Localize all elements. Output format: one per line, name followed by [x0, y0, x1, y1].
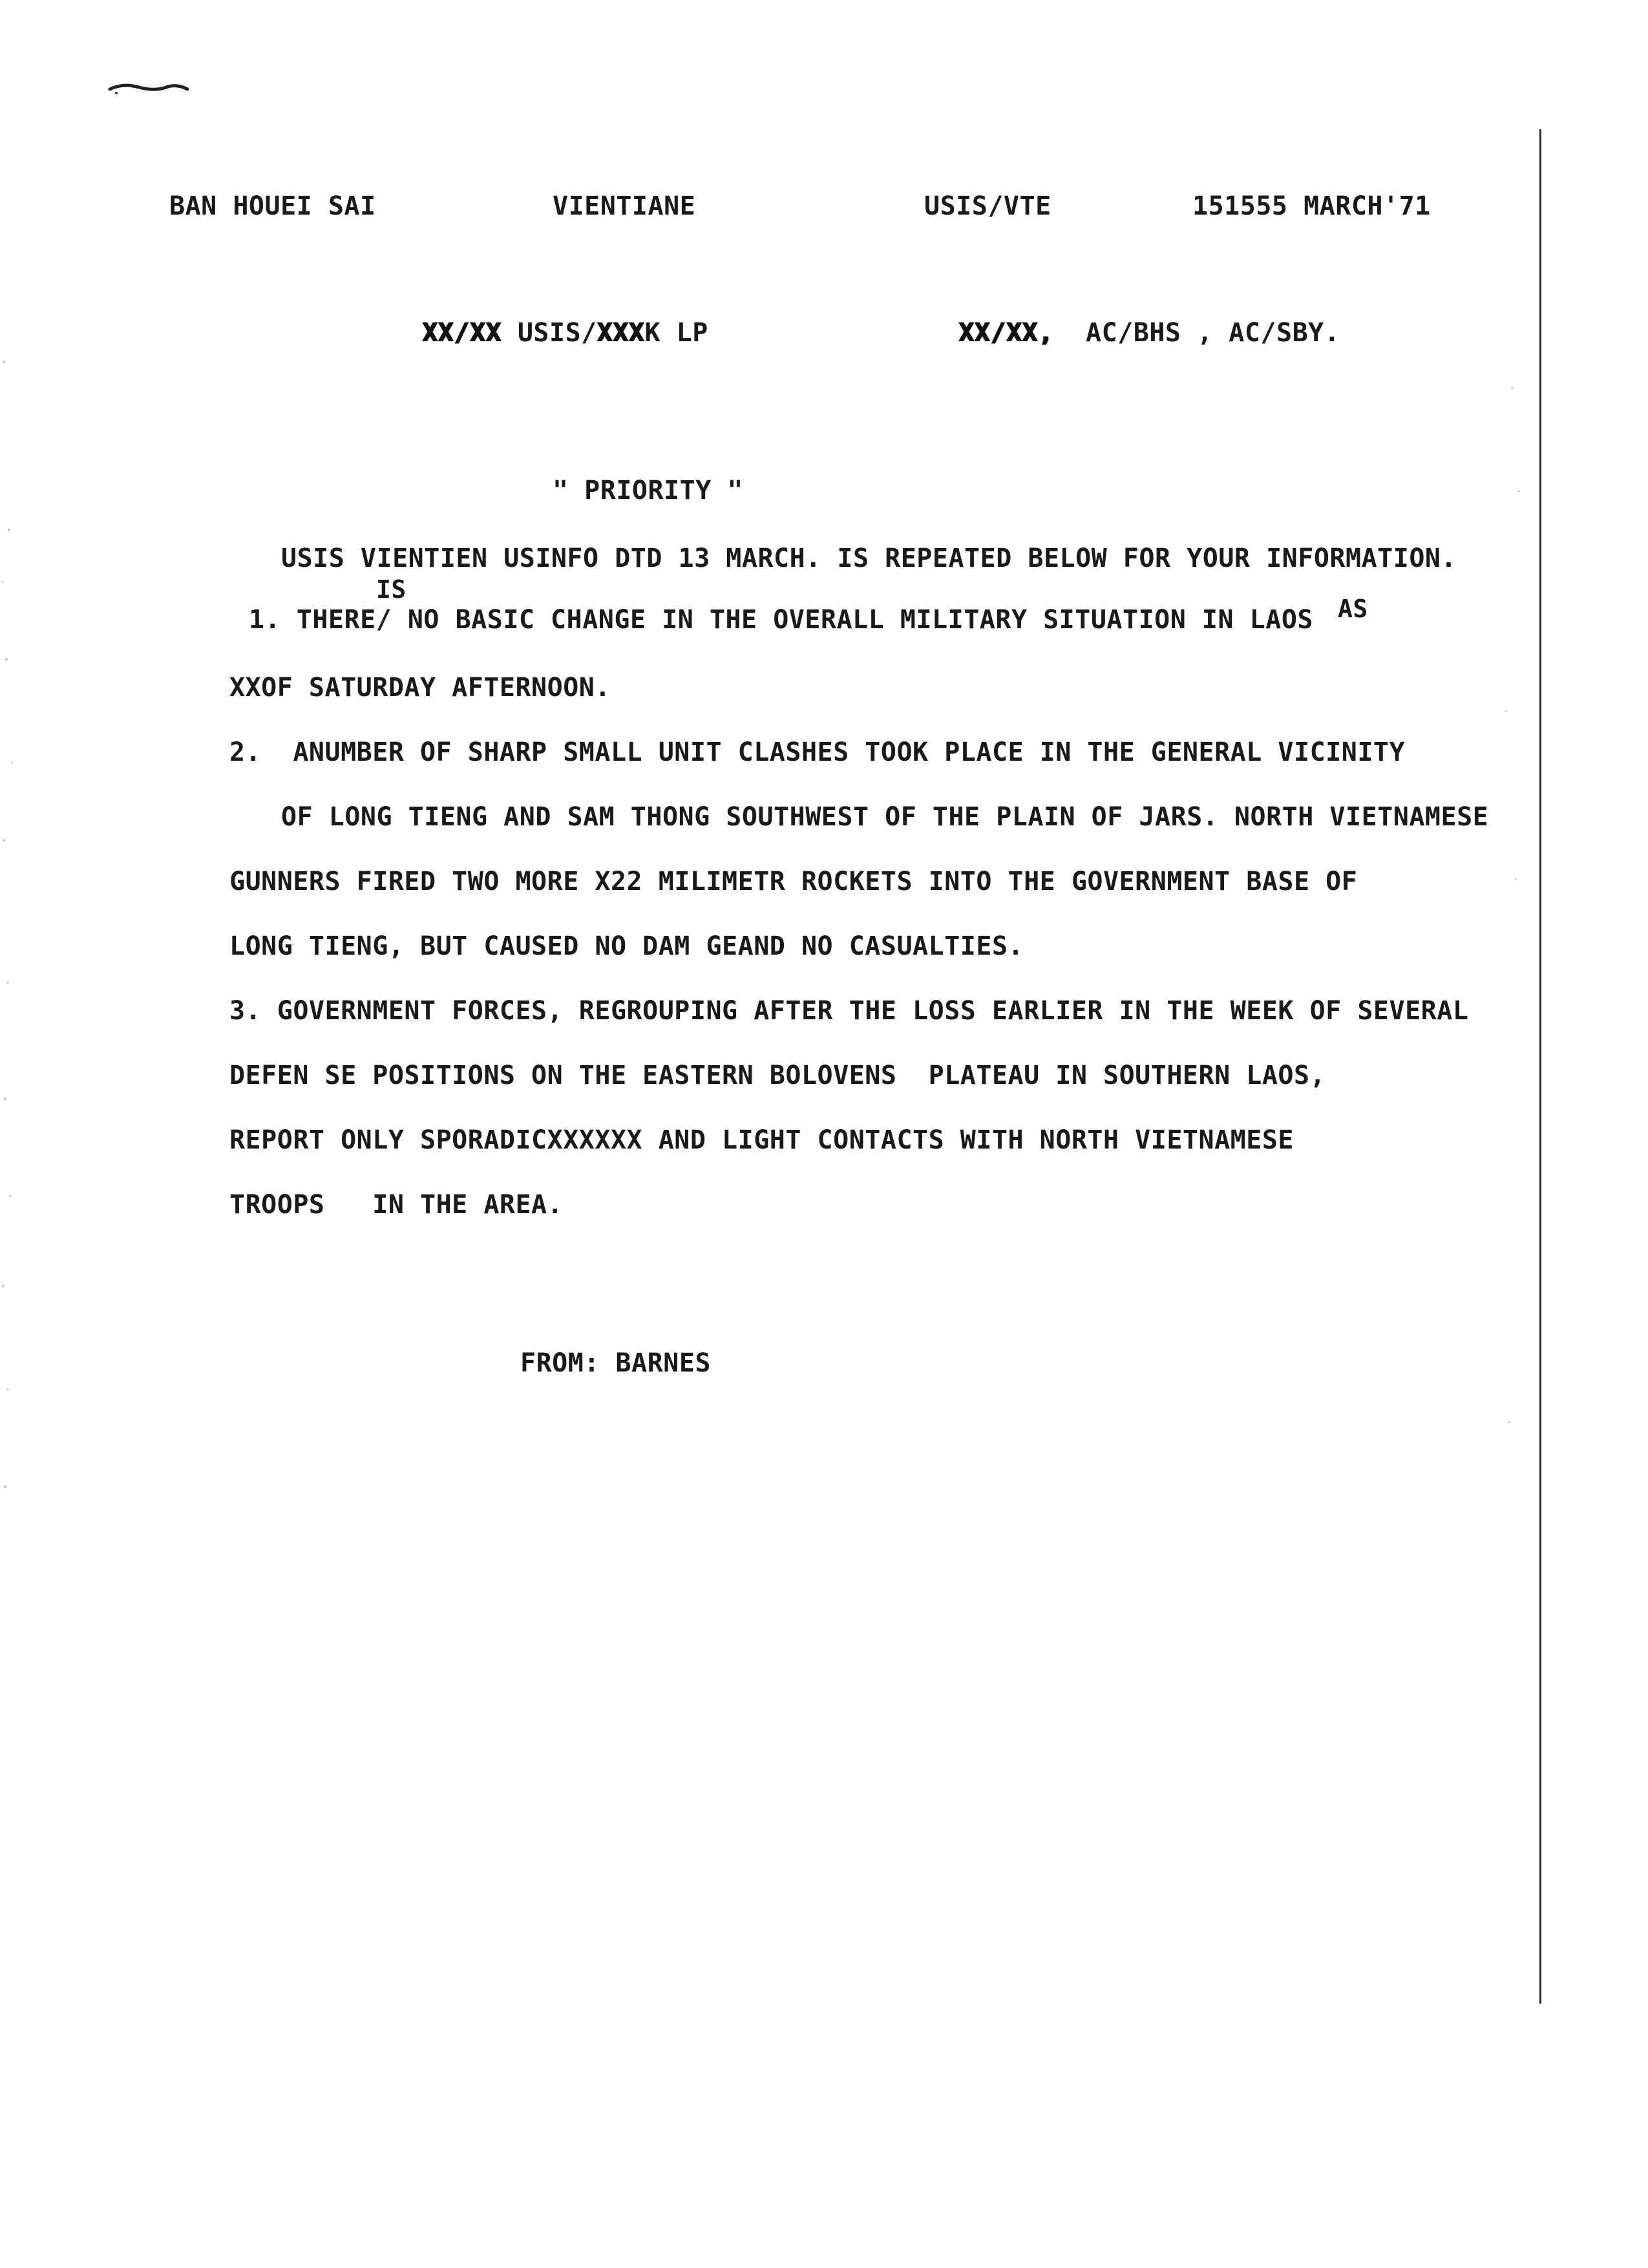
to-station: VIENTIANE [553, 191, 696, 221]
para1-line2: XXOF SATURDAY AFTERNOON. [229, 673, 611, 703]
struck-routing-2: XXX [597, 318, 645, 348]
routing-line-1 [359, 286, 708, 379]
para2-line2: OF LONG TIENG AND SAM THONG SOUTHWEST OF THE PLAIN OF JARS. NORTH VIETNAMESE [281, 802, 1489, 832]
routing-info-2: AC/BHS , AC/SBY. [1086, 318, 1340, 348]
para3-line3: REPORT ONLY SPORADICXXXXXX AND LIGHT CONTACTS WITH NORTH VIETNAMESE [229, 1125, 1294, 1155]
insert-is: IS [376, 575, 407, 604]
para2-line1: 2. ANUMBER OF SHARP SMALL UNIT CLASHES TOOK PLACE IN THE GENERAL VICINITY [229, 737, 1406, 767]
right-edge-line [1539, 129, 1541, 2004]
precedence-label: " PRIORITY " [553, 476, 743, 505]
para3-line4: TROOPS IN THE AREA. [229, 1190, 564, 1220]
para1-line1: 1. THERE/ NO BASIC CHANGE IN THE OVERALL MILITARY SITUATION IN LAOS [249, 605, 1313, 635]
signature: FROM: BARNES [520, 1348, 711, 1378]
routing-info-1-tail: K LP [644, 318, 708, 348]
para3-line1: 3. GOVERNMENT FORCES, REGROUPING AFTER THE LOSS EARLIER IN THE WEEK OF SEVERAL [229, 996, 1469, 1026]
routing-info-1: USIS/ [517, 318, 597, 348]
insert-as: AS [1338, 595, 1368, 623]
intro-line: USIS VIENTIEN USINFO DTD 13 MARCH. IS REPEATED BELOW FOR YOUR INFORMATION. [281, 544, 1457, 573]
routing-line-2 [895, 286, 1340, 379]
date-time-group: 151555 MARCH'71 [1192, 191, 1431, 221]
struck-routing-1: XX/XX [422, 318, 502, 348]
from-station: BAN HOUEI SAI [169, 191, 376, 221]
office-code: USIS/VTE [924, 191, 1051, 221]
para2-line4: LONG TIENG, BUT CAUSED NO DAM GEAND NO CASUALTIES. [229, 931, 1024, 961]
struck-routing-3: XX/XX, [958, 318, 1054, 348]
para3-line2: DEFEN SE POSITIONS ON THE EASTERN BOLOVENS PLATEAU IN SOUTHERN LAOS, [229, 1061, 1326, 1090]
handwritten-mark [103, 78, 200, 97]
para2-line3: GUNNERS FIRED TWO MORE X22 MILIMETR ROCKETS INTO THE GOVERNMENT BASE OF [229, 867, 1358, 896]
